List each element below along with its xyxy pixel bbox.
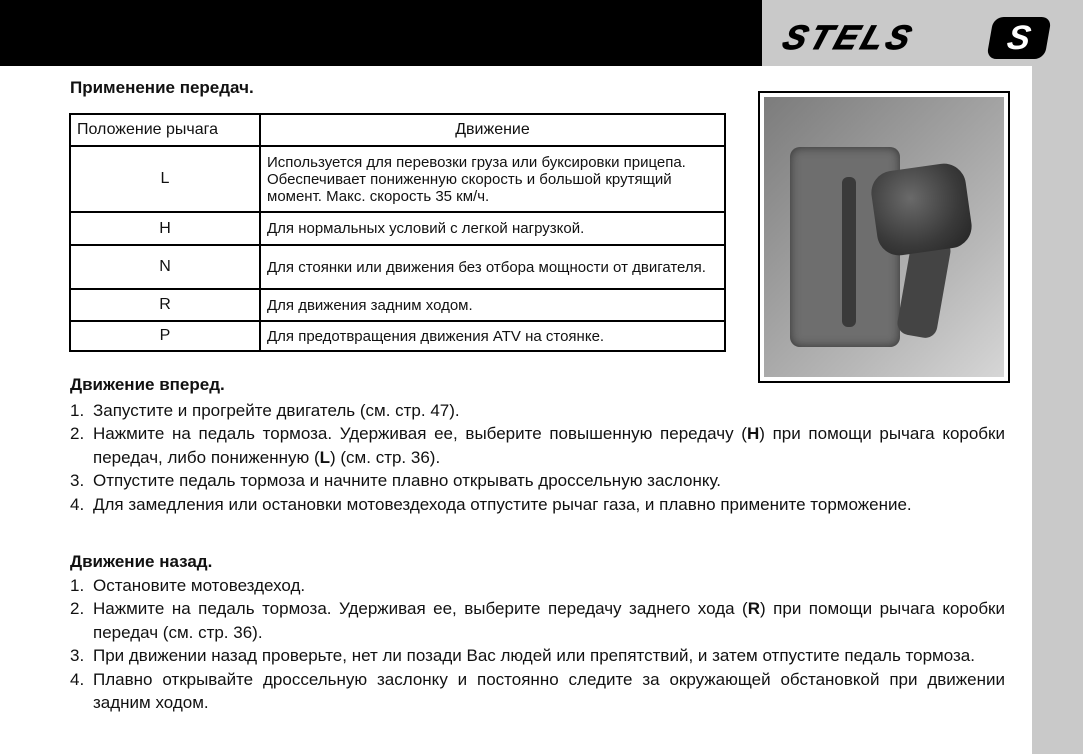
gear-position: H xyxy=(70,212,260,245)
forward-steps xyxy=(70,399,1005,516)
list-item xyxy=(70,399,1005,422)
step-number: 1. xyxy=(70,401,85,420)
header-position: Положение рычага xyxy=(70,114,260,146)
step-text: Запустите и прогрейте двигатель (см. стр. 47). xyxy=(93,401,460,420)
list-item xyxy=(70,574,1005,597)
list-item xyxy=(70,422,1005,469)
gear-description: Для предотвращения движения ATV на стоянке. xyxy=(260,321,725,351)
gear-table-header xyxy=(70,114,725,146)
list-item xyxy=(70,644,1005,667)
photo-image xyxy=(764,97,1004,377)
step-text: ) (см. стр. 36). xyxy=(330,447,441,467)
gear-description: Для движения задним ходом. xyxy=(260,289,725,321)
gear-position: R xyxy=(70,289,260,321)
brand-area xyxy=(762,0,1083,66)
gear-position: P xyxy=(70,321,260,351)
reverse-heading: Движение назад. xyxy=(70,552,213,571)
brand-logo: STELS xyxy=(777,19,920,57)
header-movement: Движение xyxy=(260,114,725,146)
step-number: 2. xyxy=(70,424,85,444)
table-row xyxy=(70,212,725,245)
header-bar xyxy=(0,0,762,66)
step-text: Плавно открывайте дроссельную заслонку и постоянно следите за окружающей обстановкой при движении задним ходом. xyxy=(93,669,1005,713)
step-number: 2. xyxy=(70,599,85,619)
list-item xyxy=(70,469,1005,492)
forward-heading: Движение вперед. xyxy=(70,375,225,394)
step-number: 3. xyxy=(70,646,85,666)
gear-letter: H xyxy=(746,424,760,444)
gear-position: N xyxy=(70,245,260,289)
gear-description: Для нормальных условий с легкой нагрузкой. xyxy=(260,212,725,245)
reverse-steps xyxy=(70,574,1005,714)
gear-letter: L xyxy=(319,447,331,467)
step-text: ) при помощи рычага коробки передач, либо пониженную ( xyxy=(93,424,1005,467)
step-text: Остановите мотовездеход. xyxy=(93,576,306,595)
step-number: 4. xyxy=(70,669,85,689)
side-strip xyxy=(1032,66,1083,754)
table-row xyxy=(70,321,725,351)
gear-description: Для стоянки или движения без отбора мощности от двигателя. xyxy=(260,245,725,289)
step-number: 1. xyxy=(70,576,85,595)
shift-slot xyxy=(842,177,856,327)
step-text: Нажмите на педаль тормоза. Удерживая ее, выберите передачу заднего хода ( xyxy=(93,599,748,619)
list-item xyxy=(70,493,1005,516)
gear-description: Используется для перевозки груза или буксировки прицепа. Обеспечивает пониженную скорость и большой крутящий момент. Макс. скорость 35 км/ч. xyxy=(260,146,725,212)
step-number: 4. xyxy=(70,494,85,514)
shift-knob xyxy=(869,161,975,258)
gear-table xyxy=(69,113,726,352)
step-text: ) при помощи рычага коробки передач (см. стр. 36). xyxy=(93,599,1005,642)
table-row xyxy=(70,146,725,212)
gear-letter: R xyxy=(747,599,761,619)
gear-lever-photo xyxy=(758,91,1010,383)
brand-badge-icon xyxy=(986,17,1051,59)
table-row xyxy=(70,289,725,321)
step-text: Для замедления или остановки мотовездехода отпустите рычаг газа, и плавно примените торможение. xyxy=(93,494,912,514)
step-text: Нажмите на педаль тормоза. Удерживая ее, выберите повышенную передачу ( xyxy=(93,424,747,444)
table-row xyxy=(70,245,725,289)
brand-badge-letter: S xyxy=(1004,19,1034,57)
list-item xyxy=(70,668,1005,715)
step-number: 3. xyxy=(70,471,85,491)
step-text: При движении назад проверьте, нет ли позади Вас людей или препятствий, и затем отпустите педаль тормоза. xyxy=(93,646,975,666)
gear-position: L xyxy=(70,146,260,212)
gears-heading: Применение передач. xyxy=(70,78,254,97)
list-item xyxy=(70,597,1005,644)
step-text: Отпустите педаль тормоза и начните плавно открывать дроссельную заслонку. xyxy=(93,471,722,491)
